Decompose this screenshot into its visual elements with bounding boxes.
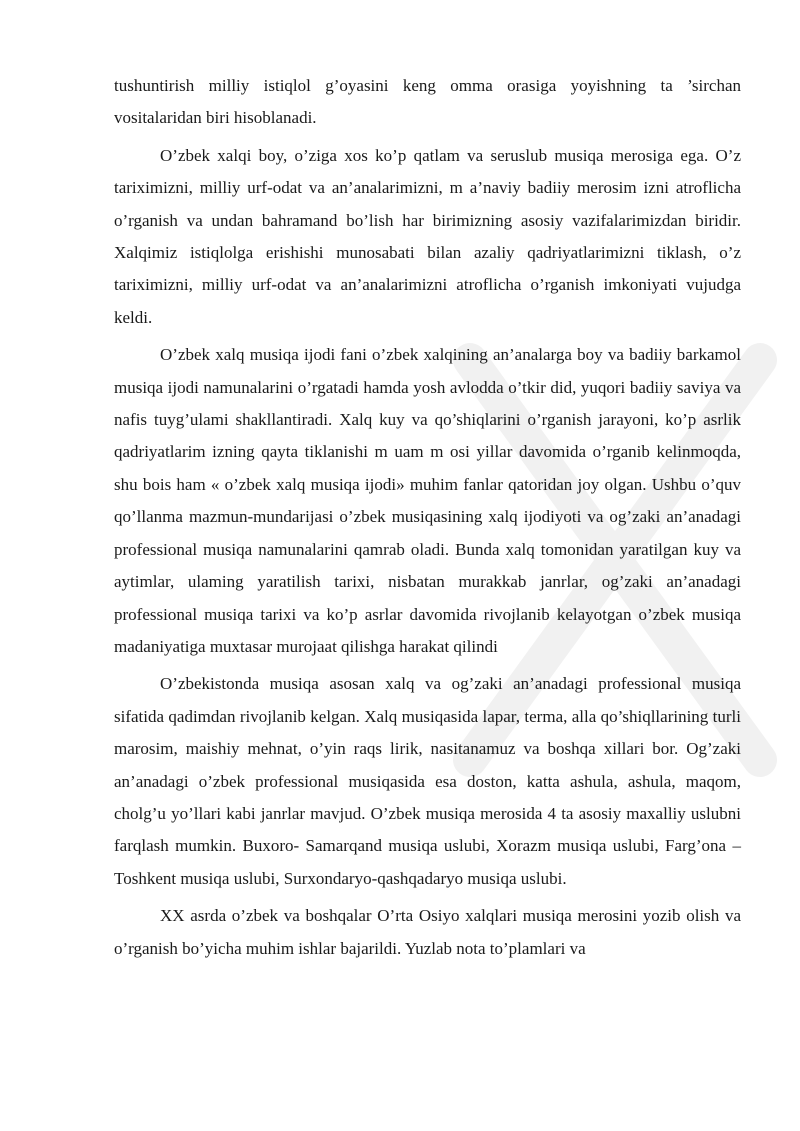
paragraph-1: tushuntirish milliy istiqlol g’oyasini keng omma orasiga yoyishning ta ’sirchan vositalaridan biri hisoblanadi. (114, 76, 741, 128)
paragraph-2: O’zbek xalqi boy, o’ziga xos ko’p qatlam va seruslub musiqa merosiga ega. O’z tariximizni, milliy urf-odat va an’analarimizni, m a’naviy badiiy merosim izni atroflicha o’rganish va undan bahramand bo’lish har birimizning asosiy vazifalarimizdan biridir. Xalqimiz istiqlolga erishishi munosabati bilan azaliy qadriyatlarimizni tiklash, o’z tariximizni, milliy urf-odat va an’analarimizni atroflicha o’rganish imkoniyati vujudga keldi. (114, 145, 741, 327)
paragraph-3: O’zbek xalq musiqa ijodi fani o’zbek xalqining an’analarga boy va badiiy barkamol musiqa ijodi namunalarini o’rgatadi hamda yosh avlodda o’tkir did, yuqori badiiy saviya va nafis tuyg’ulami shakllantiradi. Xalq kuy va qo’shiqlarini o’rganish jarayoni, ko’p asrlik qadriyatlarim izning qayta tiklanishi m uam m osi yillar davomida o’rganib kelinmoqda, shu bois ham « o’zbek xalq musiqa ijodi» muhim fanlar qatoridan joy olgan. Ushbu o’quv qo’llanma mazmun-mundarijasi o’zbek musiqasining xalq ijodiyoti va og’zaki an’anadagi professional musiqa namunalarini qamrab oladi. Bunda xalq tomonidan yaratilgan kuy va aytimlar, ulaming yaratilish tarixi, nisbatan murakkab janrlar, og’zaki an’anadagi professional musiqa tarixi va ko’p asrlar davomida rivojlanib kelayotgan o’zbek musiqa madaniyatiga muxtasar murojaat qilishga harakat qilindi (114, 345, 741, 656)
paragraph-4: O’zbekistonda musiqa asosan xalq va og’zaki an’anadagi professional musiqa sifatida qadimdan rivojlanib kelgan. Xalq musiqasida lapar, terma, alla qo’shiqllarining turli marosim, maishiy mehnat, o’yin raqs lirik, nasitanamuz va boshqa xillari bor. Og’zaki an’anadagi o’zbek professional musiqasida esa doston, katta ashula, ashula, maqom, cholg’u yo’llari kabi janrlar mavjud. O’zbek musiqa merosida 4 ta asosiy maxalliy uslubni farqlash mumkin. Buxoro- Samarqand musiqa uslubi, Xorazm musiqa uslubi, Farg’ona –Toshkent musiqa uslubi, Surxondaryo-qashqadaryo musiqa uslubi. (114, 674, 741, 888)
document-page (114, 70, 741, 970)
paragraph-5: XX asrda o’zbek va boshqalar O’rta Osiyo xalqlari musiqa merosini yozib olish va o’rganish bo’yicha muhim ishlar bajarildi. Yuzlab nota to’plamlari va (114, 906, 741, 958)
